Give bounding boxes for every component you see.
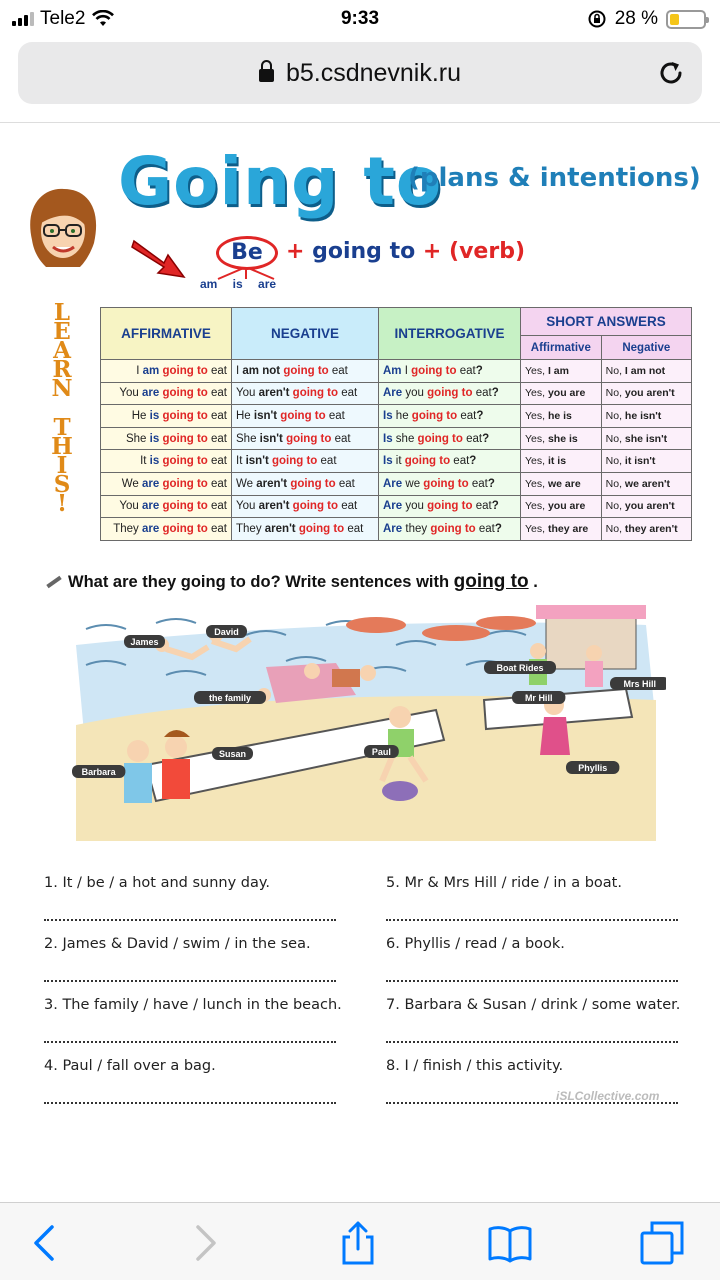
url-text: b5.csdnevnik.ru — [285, 59, 462, 87]
carrier-name: Tele2 — [40, 8, 86, 29]
cell-interrogative: Is she going to eat? — [379, 427, 521, 450]
cell-short-negative: No, we aren't — [601, 472, 691, 495]
be-forms: am is are — [200, 277, 277, 291]
svg-text:Susan: Susan — [218, 749, 247, 759]
status-right — [587, 8, 706, 30]
cell-short-negative: No, they aren't — [601, 518, 691, 541]
svg-text:Barbara: Barbara — [81, 767, 116, 777]
svg-text:Mrs Hill: Mrs Hill — [623, 679, 657, 689]
clock: 9:33 — [340, 8, 380, 29]
table-row — [101, 382, 692, 405]
exercise-instruction: What are they going to do? Write sentences with going to . — [46, 571, 538, 593]
cell-affirmative: They are going to eat — [101, 518, 232, 541]
exercise-5: 5. Mr & Mrs Hill / ride / in a boat. — [386, 875, 622, 891]
exercise-8: 8. I / finish / this activity. — [386, 1058, 564, 1074]
scene-label — [610, 677, 666, 690]
table-row — [101, 405, 692, 428]
cell-affirmative: He is going to eat — [101, 405, 232, 428]
cell-negative: I am not going to eat — [232, 360, 379, 383]
header-affirmative: AFFIRMATIVE — [101, 308, 232, 360]
url-display[interactable] — [18, 59, 702, 88]
web-content — [0, 122, 720, 1202]
back-button[interactable] — [24, 1221, 68, 1265]
teacher-avatar-icon — [24, 185, 102, 273]
header-interrogative: INTERROGATIVE — [379, 308, 521, 360]
worksheet-subtitle: (plans & intentions) — [408, 163, 701, 193]
cell-short-negative: No, I am not — [601, 360, 691, 383]
cell-short-affirmative: Yes, it is — [521, 450, 602, 473]
cell-short-negative: No, you aren't — [601, 495, 691, 518]
exercise-4: 4. Paul / fall over a bag. — [44, 1058, 216, 1074]
scene-label — [206, 625, 247, 638]
cell-short-affirmative: Yes, I am — [521, 360, 602, 383]
share-button[interactable] — [336, 1221, 380, 1265]
cell-negative: They aren't going to eat — [232, 518, 379, 541]
cell-interrogative: Is he going to eat? — [379, 405, 521, 428]
bookmarks-button[interactable] — [488, 1221, 532, 1265]
svg-text:Paul: Paul — [371, 747, 391, 757]
scene-label — [212, 747, 253, 760]
svg-text:Mr Hill: Mr Hill — [524, 693, 553, 703]
exercise-6: 6. Phyllis / read / a book. — [386, 936, 565, 952]
cell-negative: You aren't going to eat — [232, 495, 379, 518]
scene-label — [364, 745, 399, 758]
cell-affirmative: You are going to eat — [101, 495, 232, 518]
cell-short-affirmative: Yes, they are — [521, 518, 602, 541]
scene-label — [566, 761, 619, 774]
battery-percent: 28 % — [614, 8, 658, 29]
cell-affirmative: She is going to eat — [101, 427, 232, 450]
cell-short-affirmative: Yes, we are — [521, 472, 602, 495]
cell-short-affirmative: Yes, he is — [521, 405, 602, 428]
learn-this-vertical: L E A R N T H I S ! — [51, 299, 73, 517]
table-row — [101, 360, 692, 383]
header-sa-negative: Negative — [601, 336, 691, 360]
address-bar[interactable] — [18, 42, 702, 104]
cell-negative: He isn't going to eat — [232, 405, 379, 428]
pencil-icon — [46, 576, 61, 588]
cell-affirmative: I am going to eat — [101, 360, 232, 383]
exercise-7: 7. Barbara & Susan / drink / some water. — [386, 997, 681, 1013]
battery-icon — [666, 10, 706, 29]
cell-interrogative: Is it going to eat? — [379, 450, 521, 473]
cell-negative: We aren't going to eat — [232, 472, 379, 495]
cell-short-negative: No, it isn't — [601, 450, 691, 473]
svg-text:the family: the family — [208, 693, 252, 703]
cell-short-negative: No, you aren't — [601, 382, 691, 405]
status-bar — [0, 0, 720, 38]
orientation-lock-icon — [587, 9, 607, 29]
cell-short-affirmative: Yes, she is — [521, 427, 602, 450]
beach-scene-illustration — [66, 605, 666, 841]
exercise-3: 3. The family / have / lunch in the beach. — [44, 997, 342, 1013]
reload-icon[interactable] — [654, 56, 688, 90]
table-row — [101, 427, 692, 450]
table-row — [101, 495, 692, 518]
table-row — [101, 518, 692, 541]
svg-text:Phyllis: Phyllis — [578, 763, 608, 773]
answer-line-4 — [44, 1102, 336, 1104]
cell-interrogative: Am I going to eat? — [379, 360, 521, 383]
worksheet-title: Going to — [118, 143, 443, 220]
header-negative: NEGATIVE — [232, 308, 379, 360]
lock-icon — [259, 69, 274, 82]
table-row — [101, 450, 692, 473]
exercise-1: 1. It / be / a hot and sunny day. — [44, 875, 271, 891]
formula: + going to + (verb) — [286, 239, 525, 264]
cell-affirmative: You are going to eat — [101, 382, 232, 405]
cell-interrogative: Are you going to eat? — [379, 382, 521, 405]
scene-label — [484, 661, 556, 674]
cell-negative: You aren't going to eat — [232, 382, 379, 405]
header-sa-affirmative: Affirmative — [521, 336, 602, 360]
header-short-answers: SHORT ANSWERS — [521, 308, 692, 336]
table-row — [101, 472, 692, 495]
answer-line-3 — [44, 1041, 336, 1043]
scene-label — [124, 635, 165, 648]
watermark: iSLCollective.com — [556, 1089, 660, 1103]
scene-label — [72, 765, 125, 778]
cell-interrogative: Are they going to eat? — [379, 518, 521, 541]
red-arrow-icon — [130, 233, 190, 281]
cell-interrogative: Are we going to eat? — [379, 472, 521, 495]
answer-line-1 — [44, 919, 336, 921]
grammar-table — [100, 307, 692, 541]
svg-text:James: James — [130, 637, 159, 647]
cell-short-affirmative: Yes, you are — [521, 382, 602, 405]
cell-negative: It isn't going to eat — [232, 450, 379, 473]
cell-short-negative: No, he isn't — [601, 405, 691, 428]
cell-short-affirmative: Yes, you are — [521, 495, 602, 518]
answer-line-7 — [386, 1041, 678, 1043]
tabs-button[interactable] — [640, 1221, 684, 1265]
forward-button[interactable] — [182, 1221, 226, 1265]
exercise-2: 2. James & David / swim / in the sea. — [44, 936, 311, 952]
answer-line-5 — [386, 919, 678, 921]
cell-short-negative: No, she isn't — [601, 427, 691, 450]
scene-label — [512, 691, 565, 704]
svg-text:David: David — [214, 627, 239, 637]
answer-line-2 — [44, 980, 336, 982]
cell-negative: She isn't going to eat — [232, 427, 379, 450]
cell-affirmative: We are going to eat — [101, 472, 232, 495]
safari-toolbar — [0, 1202, 720, 1280]
be-circle: Be — [216, 236, 278, 270]
cell-interrogative: Are you going to eat? — [379, 495, 521, 518]
scene-label — [194, 691, 266, 704]
cell-affirmative: It is going to eat — [101, 450, 232, 473]
svg-text:Boat Rides: Boat Rides — [496, 663, 544, 673]
answer-line-6 — [386, 980, 678, 982]
